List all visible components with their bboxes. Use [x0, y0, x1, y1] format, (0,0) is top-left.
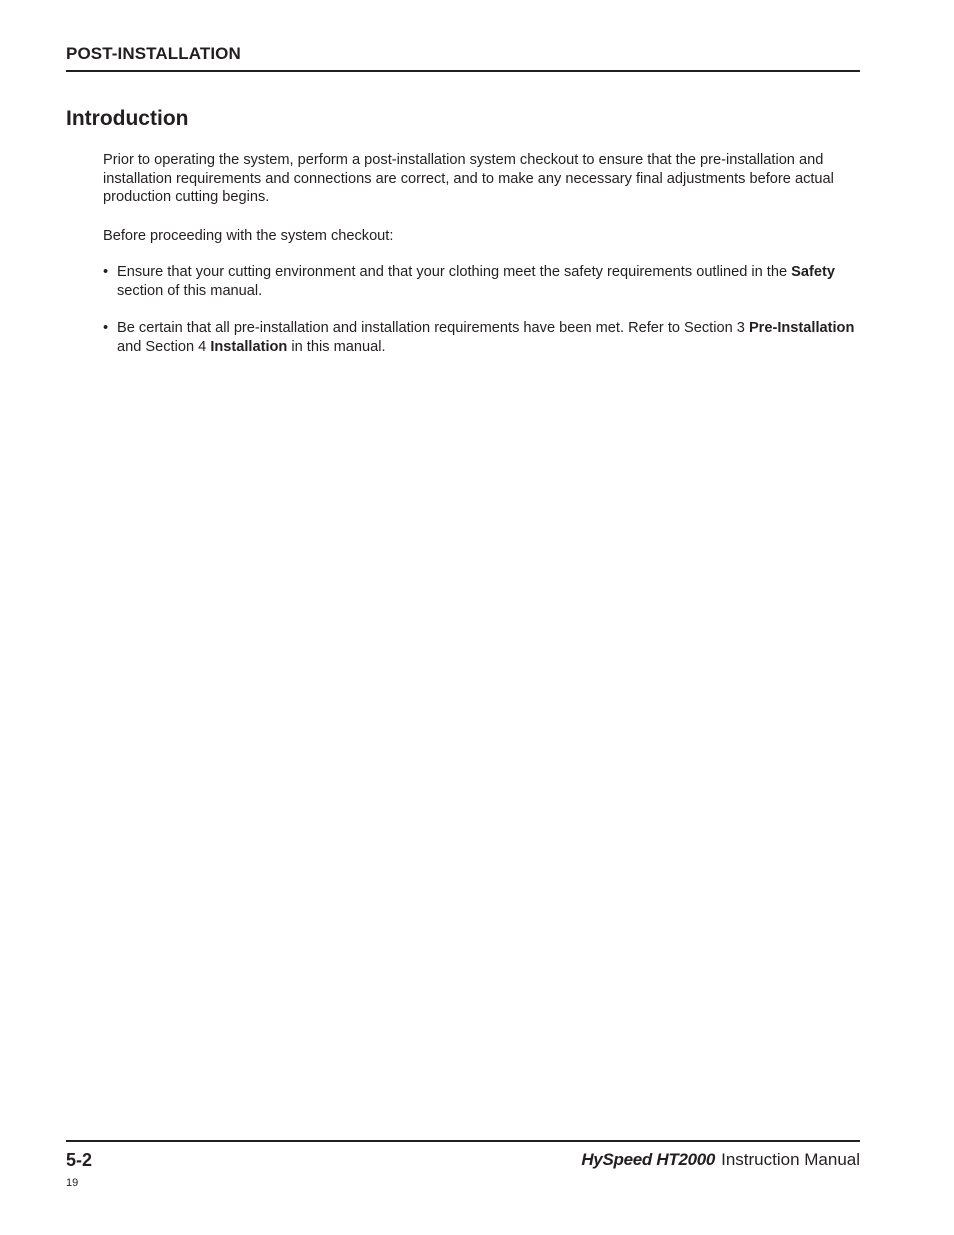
list-item-text-middle: and Section 4 [117, 338, 211, 355]
list-item-requirements [103, 319, 860, 356]
header-divider [66, 70, 860, 72]
bullet-icon: • [103, 320, 109, 336]
bullet-icon: • [103, 264, 109, 280]
proceed-paragraph: Before proceeding with the system checkout: [103, 228, 394, 244]
page-number: 5-2 [66, 1150, 93, 1170]
manual-label: Instruction Manual [721, 1150, 860, 1169]
list-item-text [117, 263, 860, 300]
manual-title [581, 1150, 860, 1170]
list-item-text-after: in this manual. [287, 338, 386, 355]
brand-name: HySpeed HT2000 [581, 1150, 716, 1169]
list-item-text-after: section of this manual. [117, 282, 263, 299]
list-item-text [117, 319, 860, 356]
intro-paragraph: Prior to operating the system, perform a post-installation system checkout to ensure that the pre-installation and installation requirements and connections are correct, and to make any necessary final adjustments before actual production cutting begins. [103, 152, 834, 205]
list-item-safety [103, 263, 860, 300]
sheet-number: 19 [66, 1177, 79, 1189]
safety-reference: Safety [791, 264, 835, 280]
list-item-text-before: Ensure that your cutting environment and that your clothing meet the safety requirements outlined in the [117, 264, 792, 280]
list-item-text-before: Be certain that all pre-installation and installation requirements have been met. Refer to Section 3 [117, 320, 749, 336]
section-title: POST-INSTALLATION [66, 44, 241, 63]
installation-reference: Installation [210, 338, 288, 355]
pre-installation-reference: Pre-Installation [748, 320, 855, 336]
footer-divider [66, 1140, 860, 1142]
page-title: Introduction [66, 107, 189, 130]
